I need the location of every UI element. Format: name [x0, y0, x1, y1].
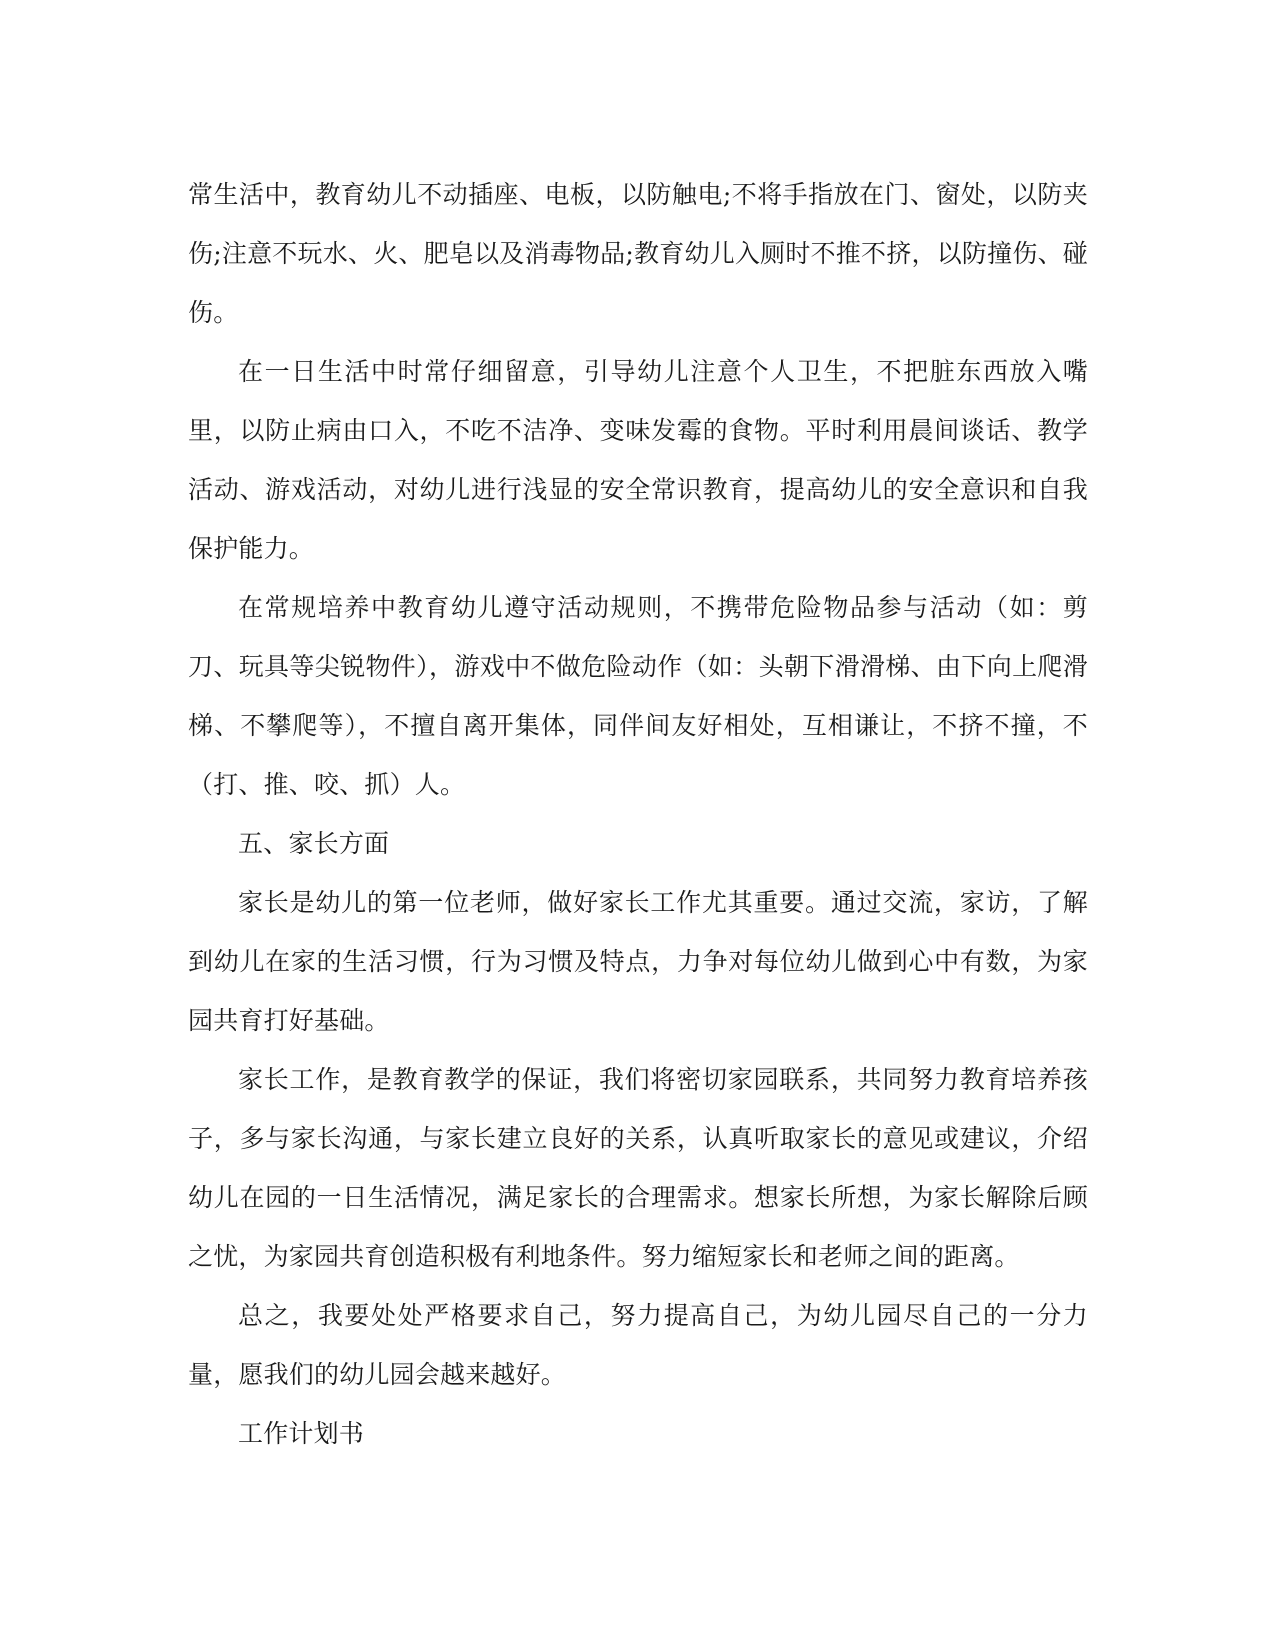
paragraph-hygiene-safety-education: 在一日生活中时常仔细留意，引导幼儿注意个人卫生，不把脏东西放入嘴里，以防止病由口入，不吃不洁净、变味发霉的食物。平时利用晨间谈话、教学活动、游戏活动，对幼儿进行浅显的安全常识教育，提高幼儿的安全意识和自我保护能力。: [188, 357, 1088, 563]
paragraph-conclusion: 总之，我要处处严格要求自己，努力提高自己，为幼儿园尽自己的一分力量，愿我们的幼儿园会越来越好。: [188, 1301, 1088, 1389]
paragraph-safety-daily-life: 常生活中，教育幼儿不动插座、电板，以防触电;不将手指放在门、窗处，以防夹伤;注意不玩水、火、肥皂以及消毒物品;教育幼儿入厕时不推不挤，以防撞伤、碰伤。: [188, 180, 1088, 327]
paragraph-parents-first-teacher: 家长是幼儿的第一位老师，做好家长工作尤其重要。通过交流，家访，了解到幼儿在家的生活习惯，行为习惯及特点，力争对每位幼儿做到心中有数，为家园共育打好基础。: [188, 888, 1088, 1035]
document-body: [188, 165, 1088, 1463]
paragraph-parent-work: 家长工作，是教育教学的保证，我们将密切家园联系，共同努力教育培养孩子，多与家长沟通，与家长建立良好的关系，认真听取家长的意见或建议，介绍幼儿在园的一日生活情况，满足家长的合理需求。想家长所想，为家长解除后顾之忧，为家园共育创造积极有利地条件。努力缩短家长和老师之间的距离。: [188, 1065, 1088, 1271]
paragraph-activity-rules: 在常规培养中教育幼儿遵守活动规则，不携带危险物品参与活动（如：剪刀、玩具等尖锐物件），游戏中不做危险动作（如：头朝下滑滑梯、由下向上爬滑梯、不攀爬等），不擅自离开集体，同伴间友好相处，互相谦让，不挤不撞，不（打、推、咬、抓）人。: [188, 593, 1088, 799]
section-heading-parents: 五、家长方面: [238, 829, 390, 858]
work-plan-label: 工作计划书: [238, 1419, 365, 1448]
